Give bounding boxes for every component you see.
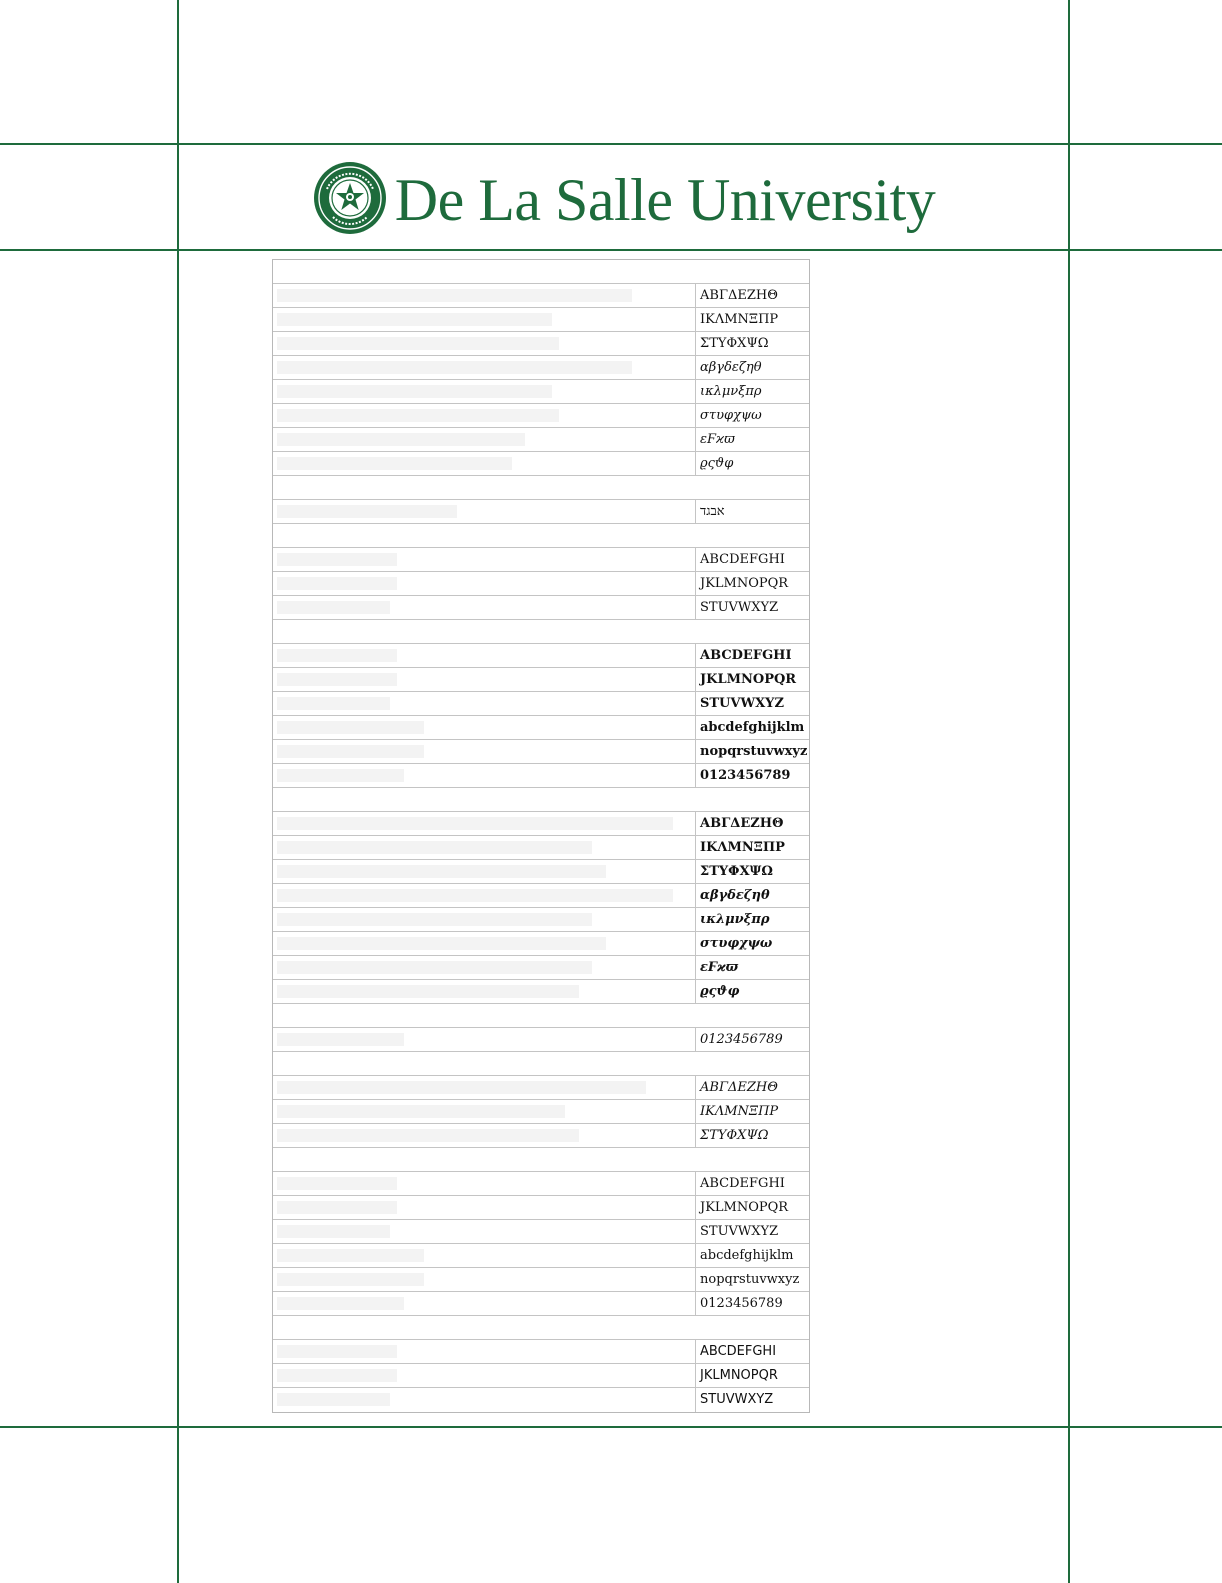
table-row bbox=[273, 1268, 809, 1292]
group-header-row bbox=[273, 788, 809, 812]
table-row bbox=[273, 1196, 809, 1220]
specimen-cell: ABCDEFGHI bbox=[700, 648, 792, 663]
redacted-text bbox=[277, 697, 390, 710]
redacted-text bbox=[277, 361, 632, 374]
table-row bbox=[273, 428, 809, 452]
redacted-text bbox=[277, 1249, 424, 1262]
header-bottom-line bbox=[0, 249, 1222, 251]
specimen-cell: αβγδεζηθ bbox=[700, 360, 762, 375]
table-row bbox=[273, 956, 809, 980]
specimen-cell: στυφχψω bbox=[700, 408, 762, 423]
table-row bbox=[273, 884, 809, 908]
redacted-text bbox=[277, 289, 632, 302]
specimen-cell: αβγδεζηθ bbox=[700, 888, 770, 903]
redacted-text bbox=[277, 913, 592, 926]
redacted-text bbox=[277, 337, 559, 350]
table-row bbox=[273, 932, 809, 956]
specimen-cell: ABCDEFGHI bbox=[700, 1344, 777, 1359]
table-row bbox=[273, 980, 809, 1004]
table-row bbox=[273, 284, 809, 308]
table-row bbox=[273, 500, 809, 524]
redacted-text bbox=[277, 769, 404, 782]
group-header-row bbox=[273, 1052, 809, 1076]
left-margin-line bbox=[177, 0, 179, 1583]
table-row bbox=[273, 380, 809, 404]
table-row bbox=[273, 644, 809, 668]
table-row bbox=[273, 308, 809, 332]
group-header-row bbox=[273, 524, 809, 548]
table-row bbox=[273, 1340, 809, 1364]
table-row bbox=[273, 692, 809, 716]
specimen-cell: nopqrstuvwxyz bbox=[700, 1272, 800, 1287]
specimen-cell: ικλμνξπρ bbox=[700, 912, 770, 927]
specimen-cell: STUVWXYZ bbox=[700, 696, 784, 711]
table-row bbox=[273, 1028, 809, 1052]
table-row bbox=[273, 716, 809, 740]
table-row bbox=[273, 812, 809, 836]
footer-line bbox=[0, 1426, 1222, 1428]
redacted-text bbox=[277, 673, 397, 686]
specimen-cell: ΑΒΓΔΕΖΗΘ bbox=[700, 288, 778, 303]
university-seal-logo bbox=[313, 161, 387, 235]
specimen-cell: JKLMNOPQR bbox=[700, 1368, 778, 1383]
redacted-text bbox=[277, 865, 606, 878]
specimen-cell: ΙΚΛΜΝΞΠΡ bbox=[700, 840, 785, 855]
group-header-row bbox=[273, 1316, 809, 1340]
table-row bbox=[273, 356, 809, 380]
table-row bbox=[273, 836, 809, 860]
redacted-text bbox=[277, 985, 579, 998]
redacted-text bbox=[277, 1393, 390, 1406]
specimen-cell: ΙΚΛΜΝΞΠΡ bbox=[700, 312, 779, 327]
redacted-text bbox=[277, 1177, 397, 1190]
table-row bbox=[273, 1244, 809, 1268]
specimen-cell: STUVWXYZ bbox=[700, 1392, 774, 1407]
redacted-text bbox=[277, 1129, 579, 1142]
specimen-cell: ϱςϑφ bbox=[700, 984, 740, 999]
redacted-text bbox=[277, 1273, 424, 1286]
table-row bbox=[273, 764, 809, 788]
redacted-text bbox=[277, 1081, 646, 1094]
page-header bbox=[180, 146, 1068, 249]
table-row bbox=[273, 332, 809, 356]
specimen-cell: 0123456789 bbox=[700, 768, 791, 783]
specimen-cell: abcdefghijklm bbox=[700, 720, 805, 735]
specimen-cell: εϜϰϖ bbox=[700, 960, 739, 975]
table-row bbox=[273, 740, 809, 764]
table-row bbox=[273, 404, 809, 428]
redacted-text bbox=[277, 553, 397, 566]
group-header-row bbox=[273, 620, 809, 644]
table-row bbox=[273, 1388, 809, 1412]
specimen-cell: אבגד bbox=[700, 504, 725, 519]
table-row bbox=[273, 548, 809, 572]
right-margin-line bbox=[1068, 0, 1070, 1583]
group-header-row bbox=[273, 476, 809, 500]
redacted-text bbox=[277, 577, 397, 590]
table-row bbox=[273, 572, 809, 596]
redacted-text bbox=[277, 313, 552, 326]
specimen-cell: 0123456789 bbox=[700, 1296, 783, 1311]
redacted-text bbox=[277, 1033, 404, 1046]
redacted-text bbox=[277, 721, 424, 734]
table-row bbox=[273, 908, 809, 932]
table-row bbox=[273, 1100, 809, 1124]
redacted-text bbox=[277, 505, 457, 518]
redacted-text bbox=[277, 457, 512, 470]
redacted-text bbox=[277, 1201, 397, 1214]
specimen-cell: ABCDEFGHI bbox=[700, 1176, 785, 1191]
redacted-text bbox=[277, 433, 525, 446]
specimen-cell: STUVWXYZ bbox=[700, 1224, 779, 1239]
specimen-cell: εϜϰϖ bbox=[700, 432, 735, 447]
specimen-cell: STUVWXYZ bbox=[700, 600, 779, 615]
specimen-cell: ΑΒΓΔΕΖΗΘ bbox=[700, 1080, 778, 1095]
redacted-text bbox=[277, 409, 559, 422]
redacted-text bbox=[277, 1105, 565, 1118]
redacted-text bbox=[277, 841, 592, 854]
redacted-text bbox=[277, 385, 552, 398]
specimen-cell: ϱςϑφ bbox=[700, 456, 734, 471]
group-header-row bbox=[273, 260, 809, 284]
specimen-cell: abcdefghijklm bbox=[700, 1248, 794, 1263]
redacted-text bbox=[277, 745, 424, 758]
specimen-cell: JKLMNOPQR bbox=[700, 672, 797, 687]
specimen-cell: nopqrstuvwxyz bbox=[700, 744, 808, 759]
specimen-cell: ΣΤΥΦΧΨΩ bbox=[700, 864, 773, 879]
university-name: De La Salle University bbox=[394, 166, 936, 233]
group-header-row bbox=[273, 1148, 809, 1172]
specimen-cell: JKLMNOPQR bbox=[700, 1200, 789, 1215]
specimen-cell: ικλμνξπρ bbox=[700, 384, 762, 399]
table-row bbox=[273, 1124, 809, 1148]
specimen-cell: ΣΤΥΦΧΨΩ bbox=[700, 336, 769, 351]
redacted-text bbox=[277, 601, 390, 614]
redacted-text bbox=[277, 937, 606, 950]
specimen-cell: ΑΒΓΔΕΖΗΘ bbox=[700, 816, 784, 831]
redacted-text bbox=[277, 649, 397, 662]
table-row bbox=[273, 1172, 809, 1196]
font-specimen-table bbox=[272, 259, 810, 1413]
specimen-cell: 0123456789 bbox=[700, 1032, 783, 1047]
specimen-cell: στυφχψω bbox=[700, 936, 773, 951]
specimen-cell: ΣΤΥΦΧΨΩ bbox=[700, 1128, 769, 1143]
specimen-cell: ΙΚΛΜΝΞΠΡ bbox=[700, 1104, 779, 1119]
table-row bbox=[273, 452, 809, 476]
table-row bbox=[273, 596, 809, 620]
table-row bbox=[273, 668, 809, 692]
specimen-cell: JKLMNOPQR bbox=[700, 576, 789, 591]
redacted-text bbox=[277, 1225, 390, 1238]
redacted-text bbox=[277, 961, 592, 974]
table-row bbox=[273, 1292, 809, 1316]
table-row bbox=[273, 860, 809, 884]
table-row bbox=[273, 1220, 809, 1244]
redacted-text bbox=[277, 1345, 397, 1358]
redacted-text bbox=[277, 817, 673, 830]
redacted-text bbox=[277, 1297, 404, 1310]
redacted-text bbox=[277, 889, 673, 902]
specimen-cell: ABCDEFGHI bbox=[700, 552, 785, 567]
group-header-row bbox=[273, 1004, 809, 1028]
table-row bbox=[273, 1364, 809, 1388]
table-row bbox=[273, 1076, 809, 1100]
redacted-text bbox=[277, 1369, 397, 1382]
header-top-line bbox=[0, 143, 1222, 145]
